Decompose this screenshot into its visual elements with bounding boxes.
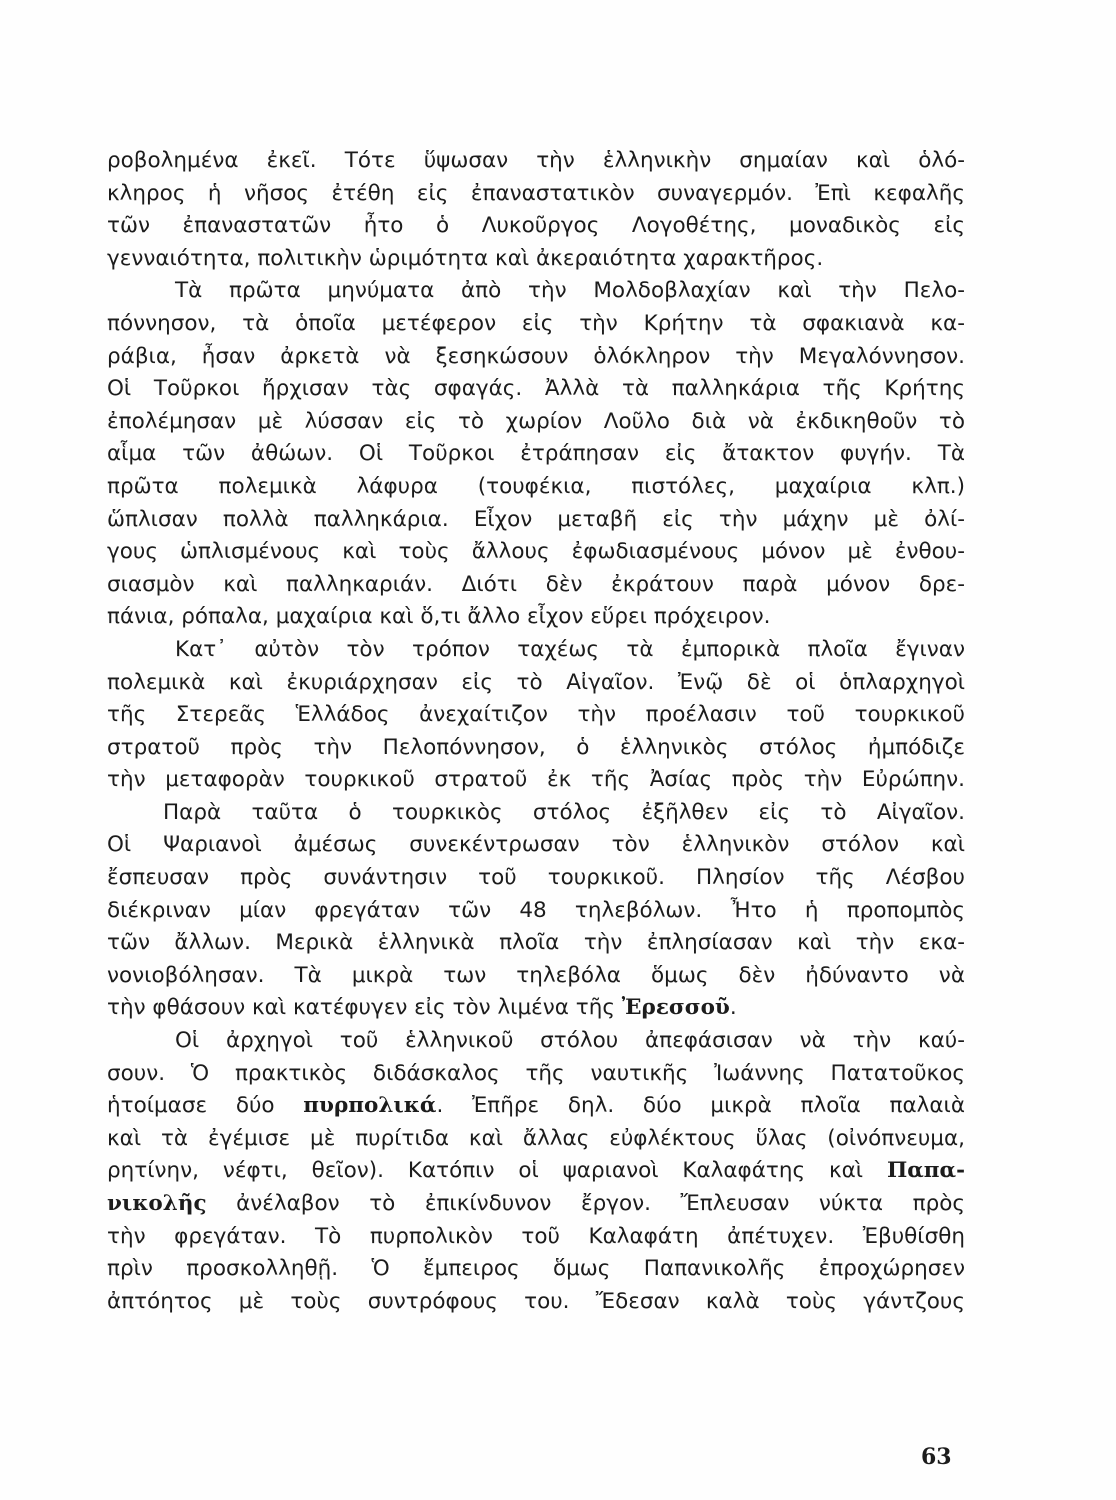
text-line: πόννησον, τὰ ὁποῖα μετέφερον εἰς τὴν Κρήτην τὰ σφακιανὰ κα- [107, 310, 965, 336]
text-line: τῆς Στερεᾶς Ἑλλάδος ἀνεχαίτιζον τὴν προέλασιν τοῦ τουρκικοῦ [107, 702, 965, 728]
text-line [107, 1155, 965, 1188]
bold-term: πυρπολικά [303, 1093, 437, 1119]
text-line: πρῶτα πολεμικὰ λάφυρα (τουφέκια, πιστόλες, μαχαίρια κλπ.) [107, 473, 965, 499]
text-line: σουν. Ὁ πρακτικὸς διδάσκαλος τῆς ναυτικῆς Ἰωάννης Πατατοῦκος [107, 1060, 965, 1086]
text-line [107, 1090, 965, 1123]
text-line: αἷμα τῶν ἀθώων. Οἱ Τοῦρκοι ἐτράπησαν εἰς ἄτακτον φυγήν. Τὰ [107, 441, 965, 467]
page-number: 63 [921, 1444, 952, 1470]
text-line: τὴν μεταφορὰν τουρκικοῦ στρατοῦ ἐκ τῆς Ἀσίας πρὸς τὴν Εὐρώπην. [107, 767, 965, 793]
text-line: στρατοῦ πρὸς τὴν Πελοπόννησον, ὁ ἑλληνικὸς στόλος ἠμπόδιζε [107, 734, 965, 760]
text-line: κληρος ἡ νῆσος ἐτέθη εἰς ἐπαναστατικὸν συναγερμόν. Ἐπὶ κεφαλῆς [107, 180, 965, 206]
text-line: ἀπτόητος μὲ τοὺς συντρόφους του. Ἔδεσαν καλὰ τοὺς γάντζους [107, 1288, 965, 1314]
bold-name: Παπα- [886, 1158, 965, 1184]
text-segment: ἡτοίμασε δύο [107, 1093, 304, 1119]
text-line: νονιοβόλησαν. Τὰ μικρὰ των τηλεβόλα ὅμως δὲν ἠδύναντο νὰ [107, 962, 965, 988]
paragraph-start-line: Τὰ πρῶτα μηνύματα ἀπὸ τὴν Μολδοβλαχίαν καὶ τὴν Πελο- [175, 278, 965, 304]
text-line: Οἱ Ψαριανοὶ ἀμέσως συνεκέντρωσαν τὸν ἑλληνικὸν στόλον καὶ [107, 832, 965, 858]
text-line [107, 1188, 965, 1221]
text-segment: ρητίνην, νέφτι, θεῖον). Κατόπιν οἱ ψαριανοὶ Καλαφάτης καὶ [107, 1158, 887, 1184]
text-line: πολεμικὰ καὶ ἐκυριάρχησαν εἰς τὸ Αἰγαῖον. Ἐνῷ δὲ οἱ ὁπλαρχηγοὶ [107, 669, 965, 695]
text-line: ὥπλισαν πολλὰ παλληκάρια. Εἶχον μεταβῆ εἰς τὴν μάχην μὲ ὀλί- [107, 506, 965, 532]
text-line: διέκριναν μίαν φρεγάταν τῶν 48 τηλεβόλων. Ἦτο ἡ προπομπὸς [107, 897, 965, 923]
text-line: καὶ τὰ ἐγέμισε μὲ πυρίτιδα καὶ ἄλλας εὐφλέκτους ὕλας (οἰνόπνευμα, [107, 1125, 965, 1151]
paragraph-start-line: Οἱ ἀρχηγοὶ τοῦ ἑλληνικοῦ στόλου ἀπεφάσισαν νὰ τὴν καύ- [175, 1028, 965, 1054]
text-line: πάνια, ρόπαλα, μαχαίρια καὶ ὅ,τι ἄλλο εἶχον εὕρει πρόχειρον. [107, 604, 771, 630]
text-line: γους ὡπλισμένους καὶ τοὺς ἄλλους ἐφωδιασμένους μόνον μὲ ἐνθου- [107, 539, 965, 565]
paragraph-start-line: Παρὰ ταῦτα ὁ τουρκικὸς στόλος ἐξῆλθεν εἰς τὸ Αἰγαῖον. [163, 799, 965, 825]
text-line: ἐπολέμησαν μὲ λύσσαν εἰς τὸ χωρίον Λοῦλο διὰ νὰ ἐκδικηθοῦν τὸ [107, 408, 965, 434]
text-segment: . Ἐπῆρε δηλ. δύο μικρὰ πλοῖα παλαιὰ [436, 1093, 966, 1119]
text-line: γενναιότητα, πολιτικὴν ὡριμότητα καὶ ἀκεραιότητα χαρακτῆρος. [107, 245, 824, 271]
bold-place-name: Ἐρεσσοῦ [621, 995, 730, 1021]
paragraph-start-line: Κατ᾽ αὐτὸν τὸν τρόπον ταχέως τὰ ἐμπορικὰ πλοῖα ἔγιναν [175, 636, 965, 662]
text-line: ράβια, ἦσαν ἀρκετὰ νὰ ξεσηκώσουν ὁλόκληρον τὴν Μεγαλόννησον. [107, 343, 965, 369]
text-line [107, 992, 965, 1025]
text-segment: ἀνέλαβον τὸ ἐπικίνδυνον ἔργον. Ἔπλευσαν νύκτα πρὸς [206, 1191, 965, 1216]
text-line: πρὶν προσκολληθῇ. Ὁ ἔμπειρος ὅμως Παπανικολῆς ἐπροχώρησεν [107, 1256, 965, 1282]
text-segment: τὴν φθάσουν καὶ κατέφυγεν εἰς τὸν λιμένα τῆς [107, 995, 622, 1021]
text-segment: . [729, 995, 737, 1021]
text-line: ἔσπευσαν πρὸς συνάντησιν τοῦ τουρκικοῦ. Πλησίον τῆς Λέσβου [107, 865, 965, 891]
text-line: ροβολημένα ἐκεῖ. Τότε ὕψωσαν τὴν ἑλληνικὴν σημαίαν καὶ ὁλό- [107, 148, 965, 173]
bold-name: νικολῆς [107, 1191, 207, 1216]
text-line: τῶν ἐπαναστατῶν ἦτο ὁ Λυκοῦργος Λογοθέτης, μοναδικὸς εἰς [107, 213, 965, 239]
text-line: σιασμὸν καὶ παλληκαριάν. Διότι δὲν ἐκράτουν παρὰ μόνον δρε- [107, 571, 965, 597]
text-line: τὴν φρεγάταν. Τὸ πυρπολικὸν τοῦ Καλαφάτη ἀπέτυχεν. Ἐβυθίσθη [107, 1223, 965, 1249]
text-line: τῶν ἄλλων. Μερικὰ ἑλληνικὰ πλοῖα τὴν ἐπλησίασαν καὶ τὴν εκα- [107, 930, 965, 956]
text-line: Οἱ Τοῦρκοι ἤρχισαν τὰς σφαγάς. Ἀλλὰ τὰ παλληκάρια τῆς Κρήτης [107, 376, 965, 402]
body-text [107, 145, 965, 1318]
